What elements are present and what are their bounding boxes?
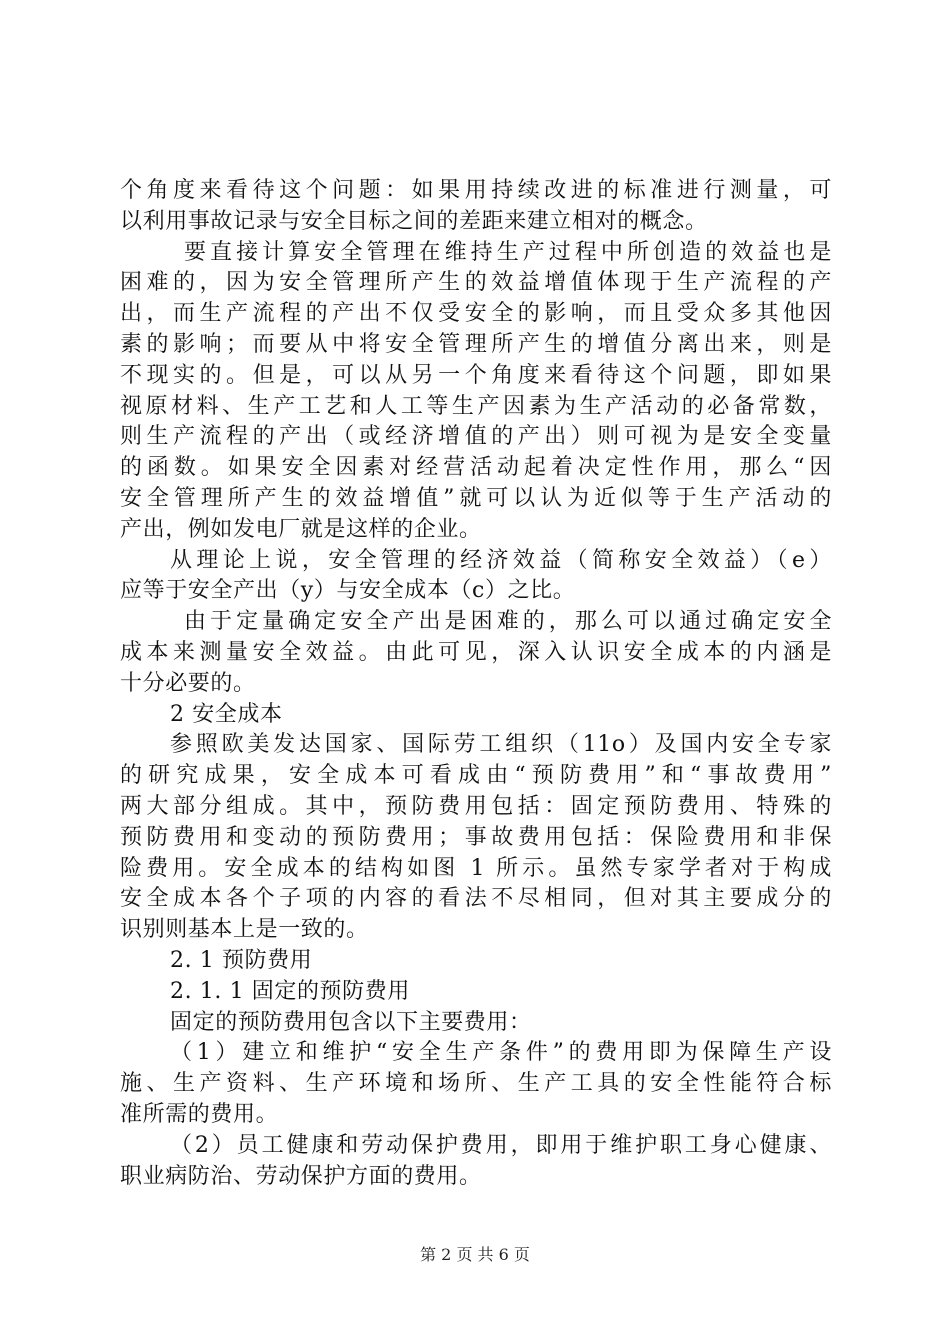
- text-line: 的函数。如果安全因素对经营活动起着决定性作用，那么“因: [120, 455, 832, 481]
- text-line: 2. 1 预防费用: [170, 947, 313, 973]
- text-line: 以利用事故记录与安全目标之间的差距来建立相对的概念。: [120, 208, 708, 234]
- text-line: 十分必要的。: [120, 670, 256, 696]
- text-line: 个角度来看待这个问题：如果用持续改进的标准进行测量，可: [120, 178, 832, 203]
- text-line: 2. 1. 1 固定的预防费用: [170, 978, 410, 1004]
- text-line: 产出，例如发电厂就是这样的企业。: [120, 516, 482, 542]
- text-line: 两大部分组成。其中，预防费用包括：固定预防费用、特殊的: [120, 793, 832, 819]
- text-line: 素的影响；而要从中将安全管理所产生的增值分离出来，则是: [120, 331, 832, 357]
- text-line: 施、生产资料、生产环境和场所、生产工具的安全性能符合标: [120, 1071, 832, 1097]
- text-line: 安全成本各个子项的内容的看法不尽相同，但对其主要成分的: [120, 886, 832, 912]
- text-line: 准所需的费用。: [120, 1101, 279, 1127]
- text-line: （2）员工健康和劳动保护费用，即用于维护职工身心健康、: [170, 1132, 832, 1158]
- text-line: 则生产流程的产出（或经济增值的产出）则可视为是安全变量: [120, 424, 832, 450]
- text-line: 识别则基本上是一致的。: [120, 917, 369, 943]
- text-line: 成本来测量安全效益。由此可见，深入认识安全成本的内涵是: [120, 639, 832, 665]
- text-line: 出，而生产流程的产出不仅受安全的影响，而且受众多其他因: [120, 301, 832, 327]
- document-body: [120, 176, 832, 1192]
- text-line: 险费用。安全成本的结构如图 1 所示。虽然专家学者对于构成: [120, 855, 832, 881]
- text-line: （1）建立和维护“安全生产条件”的费用即为保障生产设: [170, 1040, 832, 1066]
- text-line: 不现实的。但是，可以从另一个角度来看待这个问题，即如果: [120, 362, 832, 388]
- text-line: 参照欧美发达国家、国际劳工组织（11o）及国内安全专家: [170, 732, 832, 758]
- text-line: 固定的预防费用包含以下主要费用：: [170, 1009, 532, 1035]
- text-line: 要直接计算安全管理在维持生产过程中所创造的效益也是: [184, 239, 832, 265]
- text-line: 从理论上说，安全管理的经济效益（简称安全效益）（e）: [170, 547, 832, 573]
- text-line: 安全管理所产生的效益增值”就可以认为近似等于生产活动的: [120, 485, 832, 511]
- text-line: 视原材料、生产工艺和人工等生产因素为生产活动的必备常数，: [120, 393, 832, 419]
- text-line: 应等于安全产出（y）与安全成本（c）之比。: [120, 578, 576, 604]
- text-line: 的研究成果，安全成本可看成由“预防费用”和“事故费用”: [120, 763, 832, 789]
- text-line: 2 安全成本: [170, 701, 283, 727]
- text-line: 预防费用和变动的预防费用；事故费用包括：保险费用和非保: [120, 824, 832, 850]
- page-footer: 第 2 页 共 6 页: [420, 1245, 530, 1264]
- text-line: 困难的，因为安全管理所产生的效益增值体现于生产流程的产: [120, 270, 832, 296]
- text-line: 由于定量确定安全产出是困难的，那么可以通过确定安全: [184, 609, 832, 635]
- text-line: 职业病防治、劳动保护方面的费用。: [120, 1163, 482, 1189]
